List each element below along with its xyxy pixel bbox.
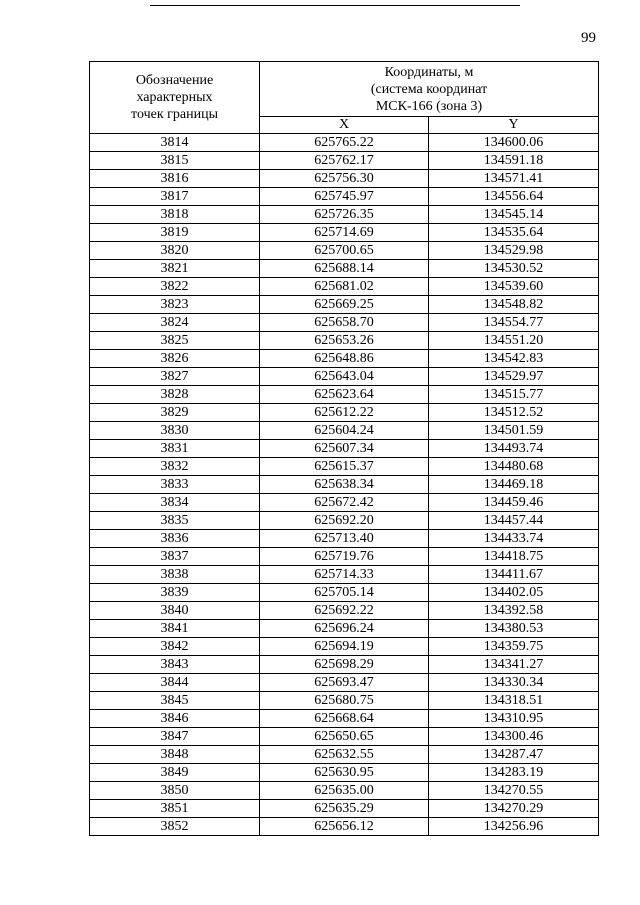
table-row [90, 692, 599, 710]
point-id-cell: 3841 [90, 620, 260, 638]
point-id-cell: 3845 [90, 692, 260, 710]
y-cell: 134501.59 [429, 422, 599, 440]
point-id-cell: 3816 [90, 170, 260, 188]
y-cell: 134515.77 [429, 386, 599, 404]
y-cell: 134530.52 [429, 260, 599, 278]
y-cell: 134330.34 [429, 674, 599, 692]
point-id-cell: 3829 [90, 404, 260, 422]
point-id-cell: 3839 [90, 584, 260, 602]
point-id-cell: 3847 [90, 728, 260, 746]
header-line: МСК-166 (зона 3) [375, 98, 483, 114]
point-id-cell: 3821 [90, 260, 260, 278]
y-cell: 134256.96 [429, 818, 599, 836]
table-row [90, 242, 599, 260]
point-id-cell: 3823 [90, 296, 260, 314]
table-row [90, 638, 599, 656]
point-id-cell: 3846 [90, 710, 260, 728]
x-cell: 625692.20 [260, 512, 429, 530]
table-row [90, 764, 599, 782]
table-row [90, 296, 599, 314]
point-id-cell: 3840 [90, 602, 260, 620]
x-cell: 625765.22 [260, 134, 429, 152]
table-row [90, 746, 599, 764]
y-cell: 134270.55 [429, 782, 599, 800]
x-cell: 625694.19 [260, 638, 429, 656]
y-cell: 134411.67 [429, 566, 599, 584]
x-cell: 625681.02 [260, 278, 429, 296]
y-cell: 134469.18 [429, 476, 599, 494]
x-cell: 625615.37 [260, 458, 429, 476]
y-cell: 134542.83 [429, 350, 599, 368]
table-row [90, 152, 599, 170]
table-row [90, 728, 599, 746]
table-body [90, 134, 599, 836]
y-cell: 134287.47 [429, 746, 599, 764]
y-cell: 134600.06 [429, 134, 599, 152]
x-cell: 625630.95 [260, 764, 429, 782]
page-number: 99 [581, 30, 596, 46]
y-cell: 134359.75 [429, 638, 599, 656]
y-cell: 134529.97 [429, 368, 599, 386]
table-row [90, 386, 599, 404]
x-cell: 625713.40 [260, 530, 429, 548]
header-line: точек границы [131, 107, 218, 122]
point-id-cell: 3836 [90, 530, 260, 548]
x-cell: 625612.22 [260, 404, 429, 422]
y-cell: 134545.14 [429, 206, 599, 224]
point-id-cell: 3835 [90, 512, 260, 530]
point-id-cell: 3825 [90, 332, 260, 350]
header-line: Координаты, м [384, 64, 474, 80]
table-row [90, 278, 599, 296]
table-row [90, 548, 599, 566]
point-id-cell: 3842 [90, 638, 260, 656]
y-cell: 134418.75 [429, 548, 599, 566]
point-id-cell: 3851 [90, 800, 260, 818]
point-id-cell: 3819 [90, 224, 260, 242]
table-row [90, 800, 599, 818]
point-id-cell: 3822 [90, 278, 260, 296]
table-row [90, 314, 599, 332]
header-line: (система координат [370, 81, 488, 97]
table-row [90, 422, 599, 440]
point-id-cell: 3849 [90, 764, 260, 782]
y-cell: 134539.60 [429, 278, 599, 296]
table-row [90, 368, 599, 386]
x-cell: 625672.42 [260, 494, 429, 512]
x-cell: 625623.64 [260, 386, 429, 404]
table-row [90, 584, 599, 602]
table-row [90, 818, 599, 836]
x-cell: 625648.86 [260, 350, 429, 368]
x-cell: 625693.47 [260, 674, 429, 692]
table-row [90, 188, 599, 206]
table-row [90, 260, 599, 278]
table-row [90, 350, 599, 368]
y-cell: 134457.44 [429, 512, 599, 530]
header-line: Обозначение [135, 73, 214, 88]
x-cell: 625604.24 [260, 422, 429, 440]
point-id-cell: 3837 [90, 548, 260, 566]
table-row [90, 710, 599, 728]
point-id-cell: 3843 [90, 656, 260, 674]
point-id-cell: 3838 [90, 566, 260, 584]
point-id-cell: 3827 [90, 368, 260, 386]
table-row [90, 134, 599, 152]
x-cell: 625607.34 [260, 440, 429, 458]
y-cell: 134571.41 [429, 170, 599, 188]
header-x: X [260, 117, 429, 134]
table-row [90, 566, 599, 584]
table-row [90, 476, 599, 494]
table-row [90, 530, 599, 548]
table-row [90, 404, 599, 422]
y-cell: 134548.82 [429, 296, 599, 314]
coordinates-table [89, 61, 599, 836]
header-coordinates [260, 62, 599, 117]
table-row [90, 674, 599, 692]
y-cell: 134310.95 [429, 710, 599, 728]
x-cell: 625714.69 [260, 224, 429, 242]
table-row [90, 620, 599, 638]
y-cell: 134535.64 [429, 224, 599, 242]
x-cell: 625635.00 [260, 782, 429, 800]
y-cell: 134551.20 [429, 332, 599, 350]
x-cell: 625650.65 [260, 728, 429, 746]
point-id-cell: 3830 [90, 422, 260, 440]
y-cell: 134318.51 [429, 692, 599, 710]
y-cell: 134512.52 [429, 404, 599, 422]
y-cell: 134554.77 [429, 314, 599, 332]
point-id-cell: 3834 [90, 494, 260, 512]
point-id-cell: 3814 [90, 134, 260, 152]
point-id-cell: 3817 [90, 188, 260, 206]
table-row [90, 440, 599, 458]
x-cell: 625726.35 [260, 206, 429, 224]
point-id-cell: 3852 [90, 818, 260, 836]
y-cell: 134392.58 [429, 602, 599, 620]
y-cell: 134270.29 [429, 800, 599, 818]
x-cell: 625658.70 [260, 314, 429, 332]
table-row [90, 458, 599, 476]
point-id-cell: 3831 [90, 440, 260, 458]
x-cell: 625714.33 [260, 566, 429, 584]
point-id-cell: 3833 [90, 476, 260, 494]
header-point-designation [90, 62, 260, 134]
x-cell: 625643.04 [260, 368, 429, 386]
top-rule [150, 5, 520, 6]
y-cell: 134556.64 [429, 188, 599, 206]
x-cell: 625700.65 [260, 242, 429, 260]
table-row [90, 206, 599, 224]
table-row [90, 224, 599, 242]
point-id-cell: 3844 [90, 674, 260, 692]
y-cell: 134493.74 [429, 440, 599, 458]
x-cell: 625668.64 [260, 710, 429, 728]
y-cell: 134459.46 [429, 494, 599, 512]
point-id-cell: 3824 [90, 314, 260, 332]
y-cell: 134283.19 [429, 764, 599, 782]
table-row [90, 332, 599, 350]
x-cell: 625656.12 [260, 818, 429, 836]
y-cell: 134300.46 [429, 728, 599, 746]
point-id-cell: 3820 [90, 242, 260, 260]
table-row [90, 656, 599, 674]
x-cell: 625632.55 [260, 746, 429, 764]
table-row [90, 494, 599, 512]
x-cell: 625680.75 [260, 692, 429, 710]
y-cell: 134380.53 [429, 620, 599, 638]
point-id-cell: 3848 [90, 746, 260, 764]
point-id-cell: 3826 [90, 350, 260, 368]
y-cell: 134433.74 [429, 530, 599, 548]
x-cell: 625692.22 [260, 602, 429, 620]
y-cell: 134480.68 [429, 458, 599, 476]
point-id-cell: 3850 [90, 782, 260, 800]
x-cell: 625688.14 [260, 260, 429, 278]
point-id-cell: 3828 [90, 386, 260, 404]
point-id-cell: 3815 [90, 152, 260, 170]
table-row [90, 602, 599, 620]
y-cell: 134591.18 [429, 152, 599, 170]
table-row [90, 170, 599, 188]
header-y: Y [429, 117, 599, 134]
x-cell: 625719.76 [260, 548, 429, 566]
x-cell: 625696.24 [260, 620, 429, 638]
y-cell: 134341.27 [429, 656, 599, 674]
x-cell: 625638.34 [260, 476, 429, 494]
header-line: характерных [136, 90, 213, 105]
table-row [90, 512, 599, 530]
table-row [90, 782, 599, 800]
y-cell: 134402.05 [429, 584, 599, 602]
point-id-cell: 3818 [90, 206, 260, 224]
x-cell: 625705.14 [260, 584, 429, 602]
x-cell: 625756.30 [260, 170, 429, 188]
point-id-cell: 3832 [90, 458, 260, 476]
x-cell: 625698.29 [260, 656, 429, 674]
x-cell: 625635.29 [260, 800, 429, 818]
x-cell: 625762.17 [260, 152, 429, 170]
x-cell: 625653.26 [260, 332, 429, 350]
x-cell: 625745.97 [260, 188, 429, 206]
y-cell: 134529.98 [429, 242, 599, 260]
x-cell: 625669.25 [260, 296, 429, 314]
